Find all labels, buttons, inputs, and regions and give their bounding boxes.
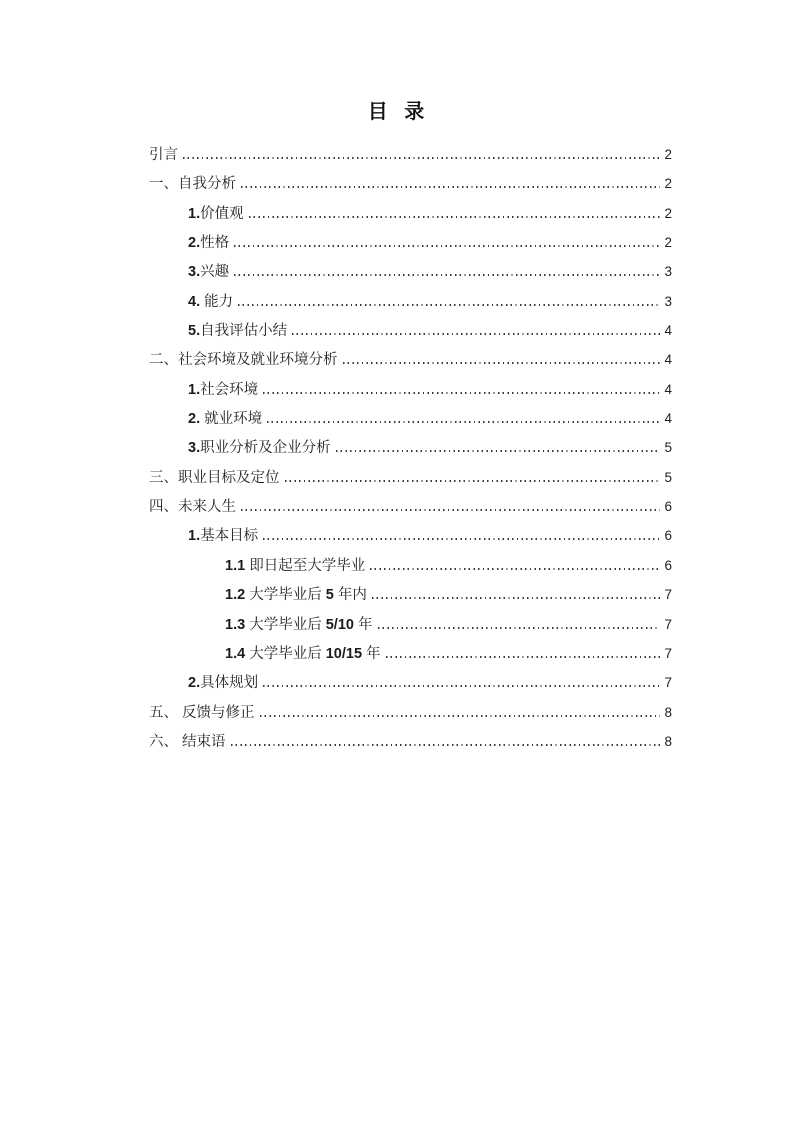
toc-entry-page: 7	[664, 675, 672, 691]
toc-entry[interactable]	[149, 727, 672, 756]
toc-entry-page: 4	[664, 323, 672, 339]
toc-entry-number: 1.	[188, 205, 201, 222]
toc-entry-number: 1.	[188, 381, 201, 398]
toc-entry-number: 2.	[188, 235, 201, 252]
toc-entry-label	[188, 200, 244, 229]
toc-entry-label	[149, 464, 280, 493]
toc-entry-text: 价值观	[200, 205, 244, 222]
dot-leader	[343, 362, 661, 364]
toc-entry-page: 4	[664, 352, 672, 368]
toc-entry-page: 2	[664, 235, 672, 251]
toc-entry-label	[149, 728, 226, 757]
toc-entry-number: 1.	[188, 528, 201, 545]
toc-entry-label	[188, 376, 258, 405]
toc-entry-text: 三、职业目标及定位	[149, 469, 280, 486]
toc-entry-page: 4	[664, 381, 672, 397]
toc-entry-text: 自我评估小结	[200, 323, 288, 340]
toc-entry[interactable]	[149, 463, 672, 492]
toc-entry-label	[188, 288, 233, 317]
toc-entry-page: 8	[664, 704, 672, 720]
toc-entry-text: 大学毕业后 5/10 年	[245, 616, 373, 633]
toc-entry-page: 3	[664, 264, 672, 280]
toc-title: 目 录	[367, 101, 426, 123]
toc-entry-label	[225, 611, 373, 640]
toc-entry-text: 就业环境	[200, 411, 263, 428]
toc-entry-number: 2.	[188, 675, 201, 692]
toc-entry[interactable]	[149, 169, 672, 198]
toc-entry-text: 大学毕业后 5 年内	[245, 587, 367, 604]
toc-entry-page: 4	[664, 411, 672, 427]
toc-entry-page: 6	[664, 528, 672, 544]
dot-leader	[260, 715, 660, 717]
toc-entry-label	[149, 141, 178, 170]
toc-entry-text: 引言	[149, 147, 178, 163]
toc-entry[interactable]	[149, 610, 672, 639]
toc-entry-label	[188, 522, 258, 551]
toc-entry-page: 7	[664, 616, 672, 632]
toc-entry-number: 4.	[188, 293, 201, 310]
toc-entry-page: 7	[664, 645, 672, 661]
toc-entry[interactable]	[149, 345, 672, 374]
dot-leader	[263, 392, 660, 394]
toc-entry-number: 5.	[188, 323, 201, 340]
dot-leader	[231, 744, 660, 746]
toc-entry-number: 3.	[188, 440, 201, 457]
dot-leader	[238, 304, 660, 306]
toc-entry-label	[188, 317, 287, 346]
toc-entry-label	[188, 434, 331, 463]
toc-entry-number: 1.2	[225, 587, 246, 604]
toc-entry-label	[225, 581, 367, 610]
dot-leader	[263, 538, 660, 540]
toc-entry-text: 兴趣	[200, 264, 230, 281]
toc-entry-text: 职业分析及企业分析	[200, 440, 331, 457]
toc-entry[interactable]	[149, 639, 672, 668]
dot-leader	[370, 568, 660, 570]
toc-entry-label	[149, 170, 236, 199]
toc-entry-number: 1.1	[225, 557, 246, 574]
toc-entry[interactable]	[149, 140, 672, 169]
toc-entry-text: 一、自我分析	[149, 176, 236, 193]
dot-leader	[267, 421, 660, 423]
toc-entry-label	[188, 258, 229, 287]
toc-entry-page: 3	[664, 293, 672, 309]
toc-entry-label	[225, 640, 381, 669]
toc-entry[interactable]	[149, 521, 672, 550]
dot-leader	[263, 685, 660, 687]
toc-entry[interactable]	[149, 316, 672, 345]
toc-entry[interactable]	[149, 404, 672, 433]
toc-entry-label	[149, 346, 338, 375]
toc-entry[interactable]	[149, 257, 672, 286]
toc-entry-text: 二、社会环境及就业环境分析	[149, 352, 338, 369]
toc-entry-page: 5	[664, 440, 672, 456]
toc-entry-page: 8	[664, 733, 672, 749]
toc-entry-number: 2.	[188, 411, 201, 428]
dot-leader	[183, 157, 660, 159]
dot-leader	[241, 186, 660, 188]
toc-entry-text: 能力	[200, 293, 234, 310]
toc-entry-page: 2	[664, 205, 672, 221]
toc-entry[interactable]	[149, 580, 672, 609]
toc-entry-page: 6	[664, 499, 672, 515]
dot-leader	[336, 450, 660, 452]
toc-entry[interactable]	[149, 199, 672, 228]
dot-leader	[241, 509, 660, 511]
toc-entry-page: 6	[664, 557, 672, 573]
toc-entry[interactable]	[149, 375, 672, 404]
toc-entry-label	[188, 669, 258, 698]
toc-entry[interactable]	[149, 228, 672, 257]
toc-entry-number: 1.3	[225, 616, 246, 633]
toc-entry[interactable]	[149, 698, 672, 727]
toc-entry-page: 7	[664, 587, 672, 603]
toc-entry[interactable]	[149, 492, 672, 521]
dot-leader	[285, 480, 661, 482]
toc-entry[interactable]	[149, 433, 672, 462]
toc-entry-label	[188, 405, 262, 434]
toc-entry-text: 性格	[200, 235, 230, 252]
dot-leader	[234, 274, 660, 276]
dot-leader	[249, 216, 660, 218]
toc-entry-text: 即日起至大学毕业	[245, 557, 366, 574]
dot-leader	[292, 333, 660, 335]
dot-leader	[386, 656, 660, 658]
dot-leader	[234, 245, 660, 247]
toc-entry-label	[188, 229, 229, 258]
toc-entry-page: 2	[664, 147, 672, 162]
toc-entry-number: 3.	[188, 264, 201, 281]
toc-entry-text: 六、 结束语	[149, 733, 226, 750]
toc-entry-number: 1.4	[225, 645, 246, 662]
toc-entry-text: 大学毕业后 10/15 年	[245, 645, 381, 662]
toc-entry-label	[225, 552, 365, 581]
toc-entry-page: 5	[664, 469, 672, 485]
toc-entry-text: 社会环境	[200, 381, 259, 398]
toc-entry-label	[149, 493, 236, 522]
toc-entry-text: 基本目标	[200, 528, 259, 545]
toc-entry-label	[149, 699, 255, 728]
toc-entry-text: 四、未来人生	[149, 499, 236, 516]
toc-entry[interactable]	[149, 287, 672, 316]
dot-leader	[372, 597, 660, 599]
toc-entry-text: 具体规划	[200, 675, 259, 692]
toc-entry[interactable]	[149, 668, 672, 697]
toc-entry-page: 2	[664, 176, 672, 192]
toc-entry[interactable]	[149, 551, 672, 580]
toc-entry-text: 五、 反馈与修正	[149, 704, 255, 721]
toc-list	[149, 140, 672, 756]
dot-leader	[378, 627, 661, 629]
